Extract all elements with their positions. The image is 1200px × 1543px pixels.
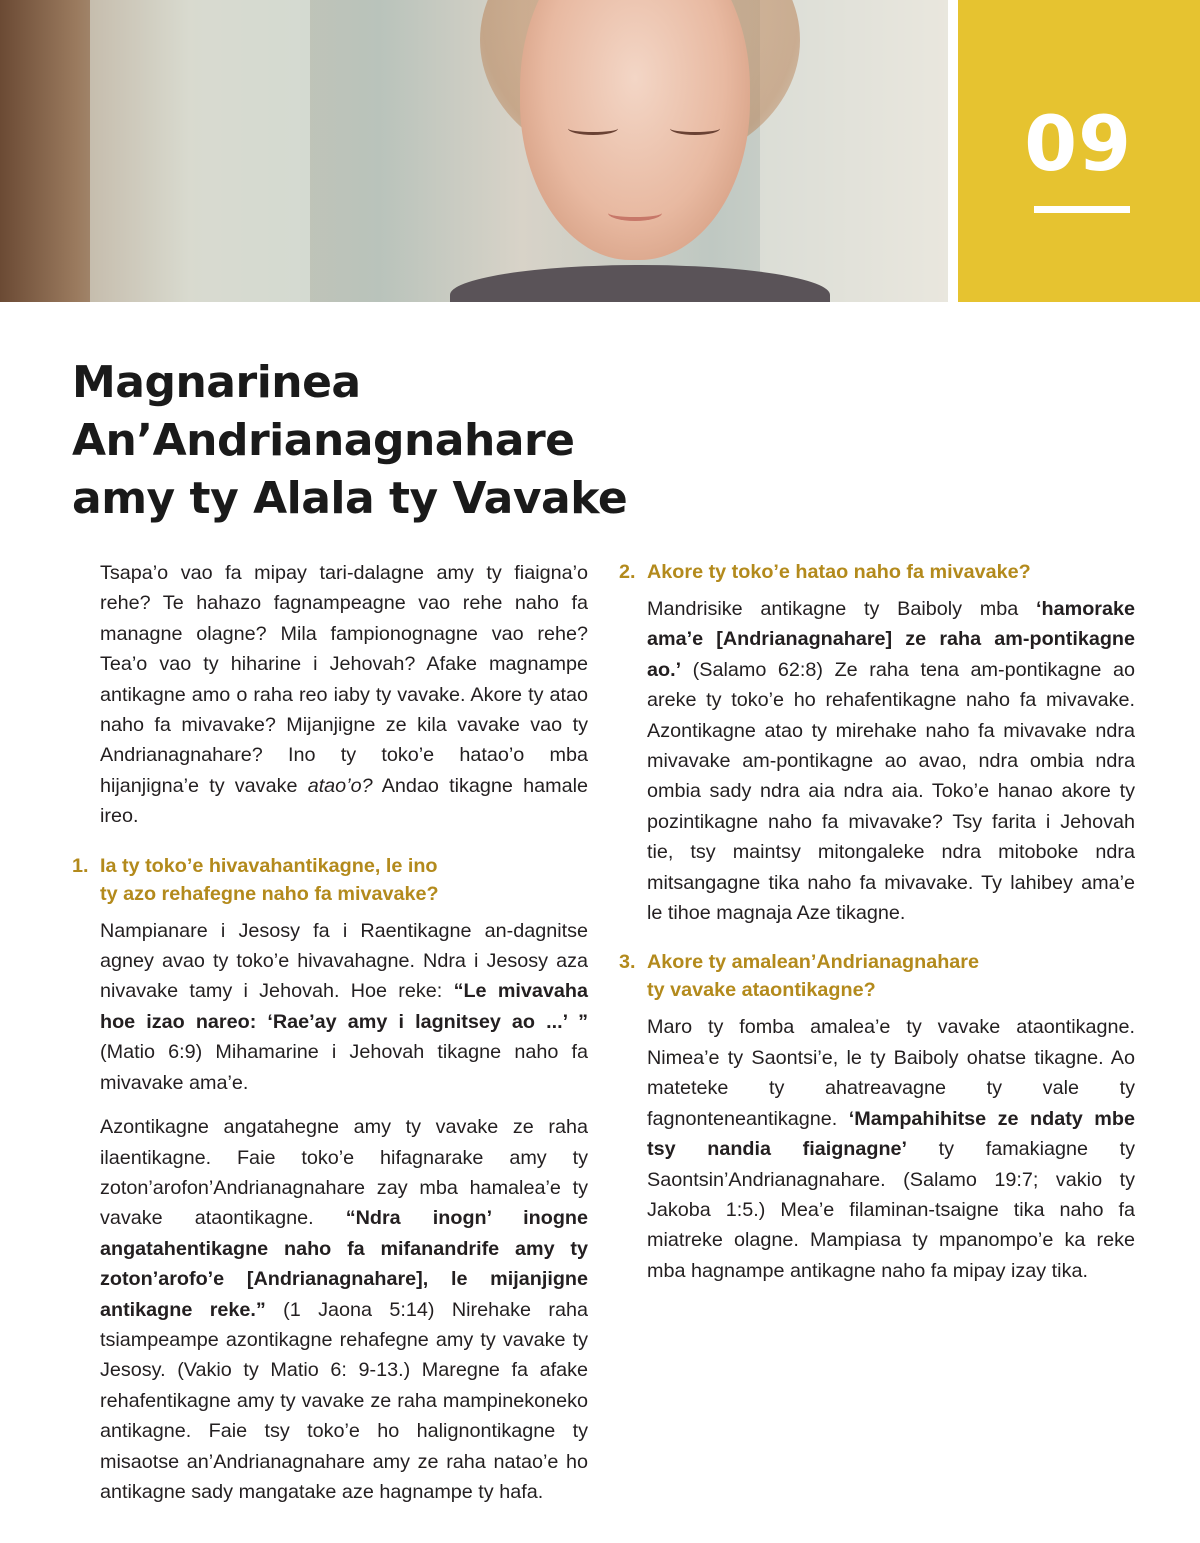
question-1-paragraph-1: Nampianare i Jesosy fa i Raentikagne an-dagnitse agney avao ty toko’e hivavahagne. Ndra i Jesosy aza nivavake tamy i Jehovah. Hoe reke: “Le mivavaha hoe izao nareo: ‘Rae’ay amy i lagnitsey ao ...’ ” (Matio 6:9) Mihamarine i Jehovah tikagne naho fa mivavake ama’e. — [100, 919, 588, 1094]
photo-eye-right — [670, 122, 720, 135]
question-2-heading: 2. Akore ty toko’e hatao naho fa mivavake? — [619, 558, 1135, 586]
lesson-number: 09 — [1024, 99, 1132, 188]
question-1-number: 1. — [72, 854, 89, 877]
photo-eye-left — [568, 122, 618, 135]
question-2-paragraph-1: Mandrisike antikagne ty Baiboly mba ‘hamorake ama’e [Andrianagnahare] ze raha am-pontikagne ao.’ (Salamo 62:8) Ze raha tena am-pontikagne ao areke ty toko’e ho rehafentikagne naho fa mivavake. Azontikagne atao ty mirehake naho fa mivavake ndra mivavake am-pontikagne ao avao, ndra ombia ndra ombia sady ndra aia ndra aia. Toko’e hanao akore ty pozintikagne naho fa mivavake? Tsy farita i Jehovah tie, tsy maintsy mitongaleke ndra mitoboke ndra mitsangagne tika naho fa mivavake. Ty lahibey ama’e le tihoe magnaja Aze tikagne. — [647, 598, 1135, 925]
title-line-1: Magnarinea — [72, 357, 361, 408]
title-line-2: An’Andrianagnahare — [72, 415, 575, 466]
question-3-heading: 3. Akore ty amalean’Andrianagnahare ty vavake ataontikagne? — [619, 948, 1135, 1004]
background-window-blur — [90, 0, 310, 302]
page-title — [72, 354, 712, 528]
question-1-paragraph-2: Azontikagne angatahegne amy ty vavake ze raha ilaentikagne. Faie toko’e hifagnarake amy ty zoton’arofon’Andrianagnahare zay mba hamalea’e ty vavake ataontikagne. “Ndra inogn’ inogne angatahentikagne naho fa mifanandrife amy ty zoton’arofo’e [Andrianagnahare], le mijanjigne antikagne reke.” (1 Jaona 5:14) Nirehake raha tsiampeampe azontikagne rehafegne amy ty vavake ty Jesosy. (Vakio ty Matio 6: 9-13.) Maregne fa afake rehafentikagne amy ty vavake ze raha mampinekoneko antikagne. Faie tsy toko’e ho halignontikagne ty misaotse an’Andrianagnahare amy ze raha natao’e ho antikagne sady mangatake aze hagnampe ty hafa. — [100, 1116, 588, 1503]
question-3-paragraph-1: Maro ty fomba amalea’e ty vavake ataontikagne. Nimea’e ty Saontsi’e, le ty Baiboly ohatse tikagne. Ao mateteke ty ahatreavagne ty vale ty fagnonteneantikagne. ‘Mampahihitse ze ndaty mbe tsy nandia fiaignagne’ ty famakiagne ty Saontsin’Andrianagnahare. (Salamo 19:7; vakio ty Jakoba 1:5.) Mea’e filaminan-tsaigne tika naho fa miatreke olagne. Mampiasa ty mpanompo’e ka reke mba hagnampe antikagne naho fa mipay izay tika. — [647, 1016, 1135, 1282]
title-line-3: amy ty Alala ty Vavake — [72, 473, 628, 524]
left-column — [72, 558, 588, 1521]
question-3-number: 3. — [619, 951, 636, 974]
lesson-number-underline — [1034, 206, 1130, 213]
question-2-number: 2. — [619, 561, 636, 583]
question-1-heading: 1. Ia ty toko’e hivavahantikagne, le ino ty azo rehafegne naho fa mivavake? — [72, 852, 588, 908]
intro-paragraph: Tsapa’o vao fa mipay tari-dalagne amy ty fiaigna’o rehe? Te hahazo fagnampeagne vao rehe naho fa managne olagne? Mila fampionognagne vao rehe? Tea’o vao ty hiharine i Jehovah? Afake magnampe antikagne amo o raha reo iaby ty vavake. Akore ty atao naho fa mivavake? Mijanjigne ze kila vavake vao ty Andrianagnahare? Ino ty toko’e hatao’o mba hijanjigna’e ty vavake atao’o? Andao tikagne hamale ireo. — [100, 562, 588, 828]
photo-lips — [608, 205, 662, 221]
lesson-number-badge — [958, 0, 1200, 302]
hero-photo — [0, 0, 948, 302]
right-column — [619, 558, 1135, 1300]
